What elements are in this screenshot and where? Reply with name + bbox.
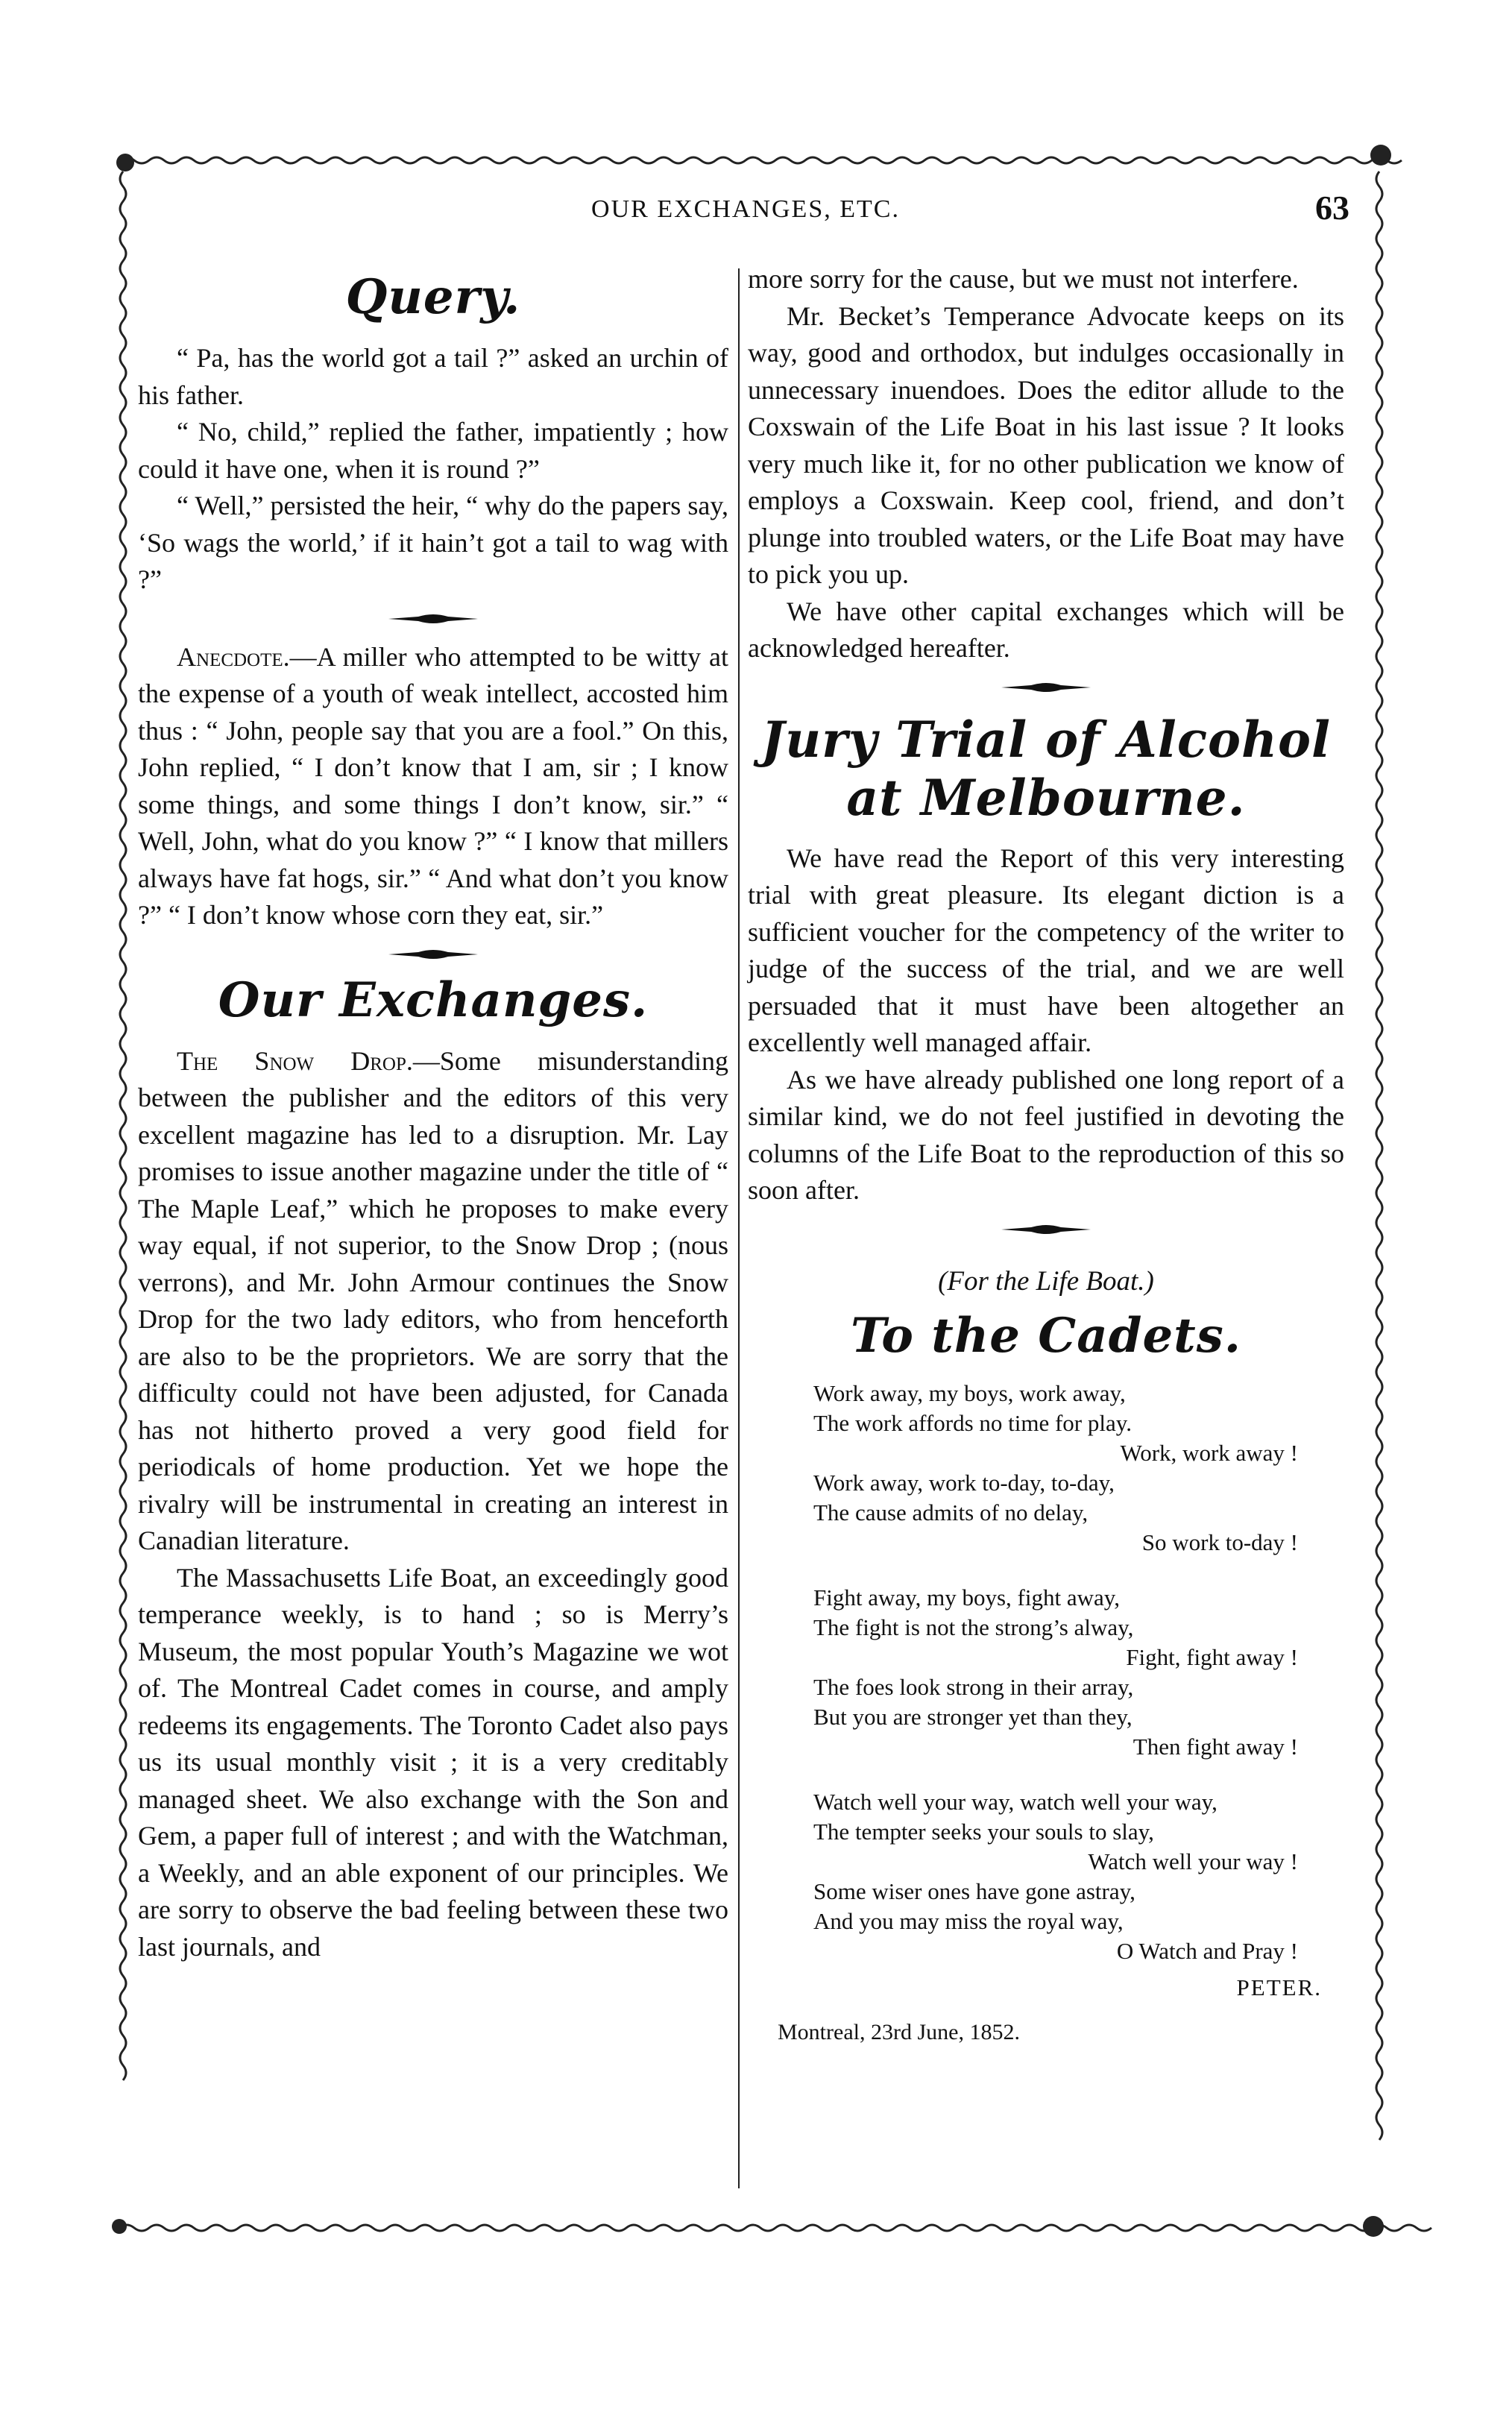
poem-line: So work to-day ! bbox=[1141, 1529, 1298, 1555]
poem-line: Work away, work to-day, to-day, bbox=[813, 1470, 1115, 1496]
section-rule-ornament bbox=[388, 612, 478, 626]
section-rule-ornament bbox=[1001, 681, 1091, 694]
anecdote-lead: Anecdote. bbox=[177, 641, 290, 672]
exchanges-heading: Our Exchanges. bbox=[218, 972, 649, 1028]
poem-body bbox=[813, 1379, 1298, 1966]
exchanges-paragraph-2: The Massachusetts Life Boat, an exceedingly good temperance weekly, is to hand ; so is Merry’s Museum, the most popular Youth’s Magazine we wot of. The Montreal Cadet comes in course, and amply redeems its engagements. The Toronto Cadet also pays us its usual monthly visit ; it is a very creditably managed sheet. We also exchange with the Son and Gem, a paper full of interest ; and with the Watchman, a Weekly, and an able exponent of our principles. We are sorry to observe the bad feeling between these two last journals, and bbox=[138, 1562, 728, 1962]
section-rule-ornament bbox=[388, 948, 478, 961]
poem-line: Fight away, my boys, fight away, bbox=[813, 1584, 1120, 1611]
section-rule-ornament bbox=[1001, 1223, 1091, 1236]
query-paragraph-3: “ Well,” persisted the heir, “ why do the papers say, ‘So wags the world,’ if it hain’t got a tail to wag with ?” bbox=[138, 491, 728, 594]
column-divider bbox=[738, 268, 740, 2188]
poem-line: O Watch and Pray ! bbox=[1116, 1938, 1298, 1964]
poem-line: And you may miss the royal way, bbox=[813, 1908, 1124, 1934]
right-column bbox=[748, 261, 1344, 2050]
poem-stanza bbox=[813, 1583, 1298, 1762]
poem-line: Work, work away ! bbox=[1120, 1440, 1298, 1466]
anecdote-text: —A miller who attempted to be witty at the expense of a youth of weak intellect, accosted him thus : “ John, people say that you are a fool.” On this, John replied, “ I don’t know that I am, sir ; I know some things, and some things I don’t know, sir.” “ Well, John, what do you know ?” “ I know that millers always have fat hogs, sir.” “ And what don’t you know ?” “ I don’t know whose corn they eat, sir.” bbox=[138, 641, 728, 930]
exchanges-paragraph-1-lead: The Snow Drop. bbox=[177, 1045, 413, 1076]
poem-credit: (For the Life Boat.) bbox=[938, 1265, 1154, 1297]
poem-line: The work affords no time for play. bbox=[813, 1410, 1132, 1436]
query-paragraph-2: “ No, child,” replied the father, impatiently ; how could it have one, when it is round ?” bbox=[138, 417, 728, 484]
poem-signature: PETER. bbox=[1236, 1974, 1322, 2000]
exchanges-paragraph-1-text: —Some misunderstanding between the publisher and the editors of this very excellent magazine has led to a disruption. Mr. Lay promises to issue another magazine under the title of “ The Maple Leaf,” which he proposes to make every way equal, if not superior, to the Snow Drop ; (nous verrons), and Mr. John Armour continues the Snow Drop for the two lady editors, who from henceforth are also to be the proprietors. We are sorry that the difficulty could not have been adjusted, for Canada has not hitherto proved a very good field for periodicals of home production. Yet we hope the rivalry will be instrumental in creating an interest in Canadian literature. bbox=[138, 1045, 728, 1555]
poem-line: Watch well your way, watch well your way, bbox=[813, 1789, 1218, 1815]
poem-line: The foes look strong in their array, bbox=[813, 1674, 1134, 1700]
poem-line: Some wiser ones have gone astray, bbox=[813, 1878, 1135, 1904]
query-paragraph-1: “ Pa, has the world got a tail ?” asked an urchin of his father. bbox=[138, 343, 728, 410]
poem-line: Work away, my boys, work away, bbox=[813, 1380, 1126, 1406]
running-title: OUR EXCHANGES, ETC. bbox=[591, 195, 900, 223]
exchanges-paragraph-1 bbox=[138, 1043, 728, 1560]
poem-line: Fight, fight away ! bbox=[1126, 1644, 1298, 1670]
jury-trial-heading: Jury Trial of Alcohol at Melbourne. bbox=[760, 710, 1332, 827]
poem-stanza bbox=[813, 1379, 1298, 1558]
poem-line: Watch well your way ! bbox=[1088, 1848, 1298, 1874]
anecdote-paragraph bbox=[138, 639, 728, 934]
poem-title: To the Cadets. bbox=[850, 1308, 1242, 1364]
poem-line: But you are stronger yet than they, bbox=[813, 1704, 1133, 1730]
poem-line: The cause admits of no delay, bbox=[813, 1499, 1089, 1526]
query-heading: Query. bbox=[345, 269, 521, 325]
left-column bbox=[138, 261, 728, 1965]
jury-paragraph-1: We have read the Report of this very interesting trial with great pleasure. Its elegant diction is a sufficient voucher for the competency of the writer to judge of the success of the trial, and we are well persuaded that it must have been altogether an excellently well managed affair. bbox=[748, 843, 1344, 1057]
poem-dateline: Montreal, 23rd June, 1852. bbox=[778, 2019, 1020, 2044]
poem-line: The fight is not the strong’s alway, bbox=[813, 1614, 1134, 1640]
exchanges-paragraph-2-continued: more sorry for the cause, but we must not interfere. bbox=[748, 264, 1299, 294]
poem-line: Then fight away ! bbox=[1133, 1734, 1298, 1760]
jury-paragraph-2: As we have already published one long report of a similar kind, we do not feel justified in devoting the columns of the Life Boat to the reproduction of this so soon after. bbox=[748, 1064, 1344, 1205]
exchanges-paragraph-3: Mr. Becket’s Temperance Advocate keeps on its way, good and orthodox, but indulges occasionally in unnecessary inuendoes. Does the editor allude to the Coxswain of the Life Boat in his last issue ? It looks very much like it, for no other publication we know of employs a Coxswain. Keep cool, friend, and don’t plunge into troubled waters, or the Life Boat may have to pick you up. bbox=[748, 300, 1344, 589]
page-number: 63 bbox=[1315, 189, 1349, 227]
poem-stanza bbox=[813, 1787, 1298, 1966]
exchanges-paragraph-4: We have other capital exchanges which will be acknowledged hereafter. bbox=[748, 596, 1344, 663]
poem-line: The tempter seeks your souls to slay, bbox=[813, 1819, 1154, 1845]
